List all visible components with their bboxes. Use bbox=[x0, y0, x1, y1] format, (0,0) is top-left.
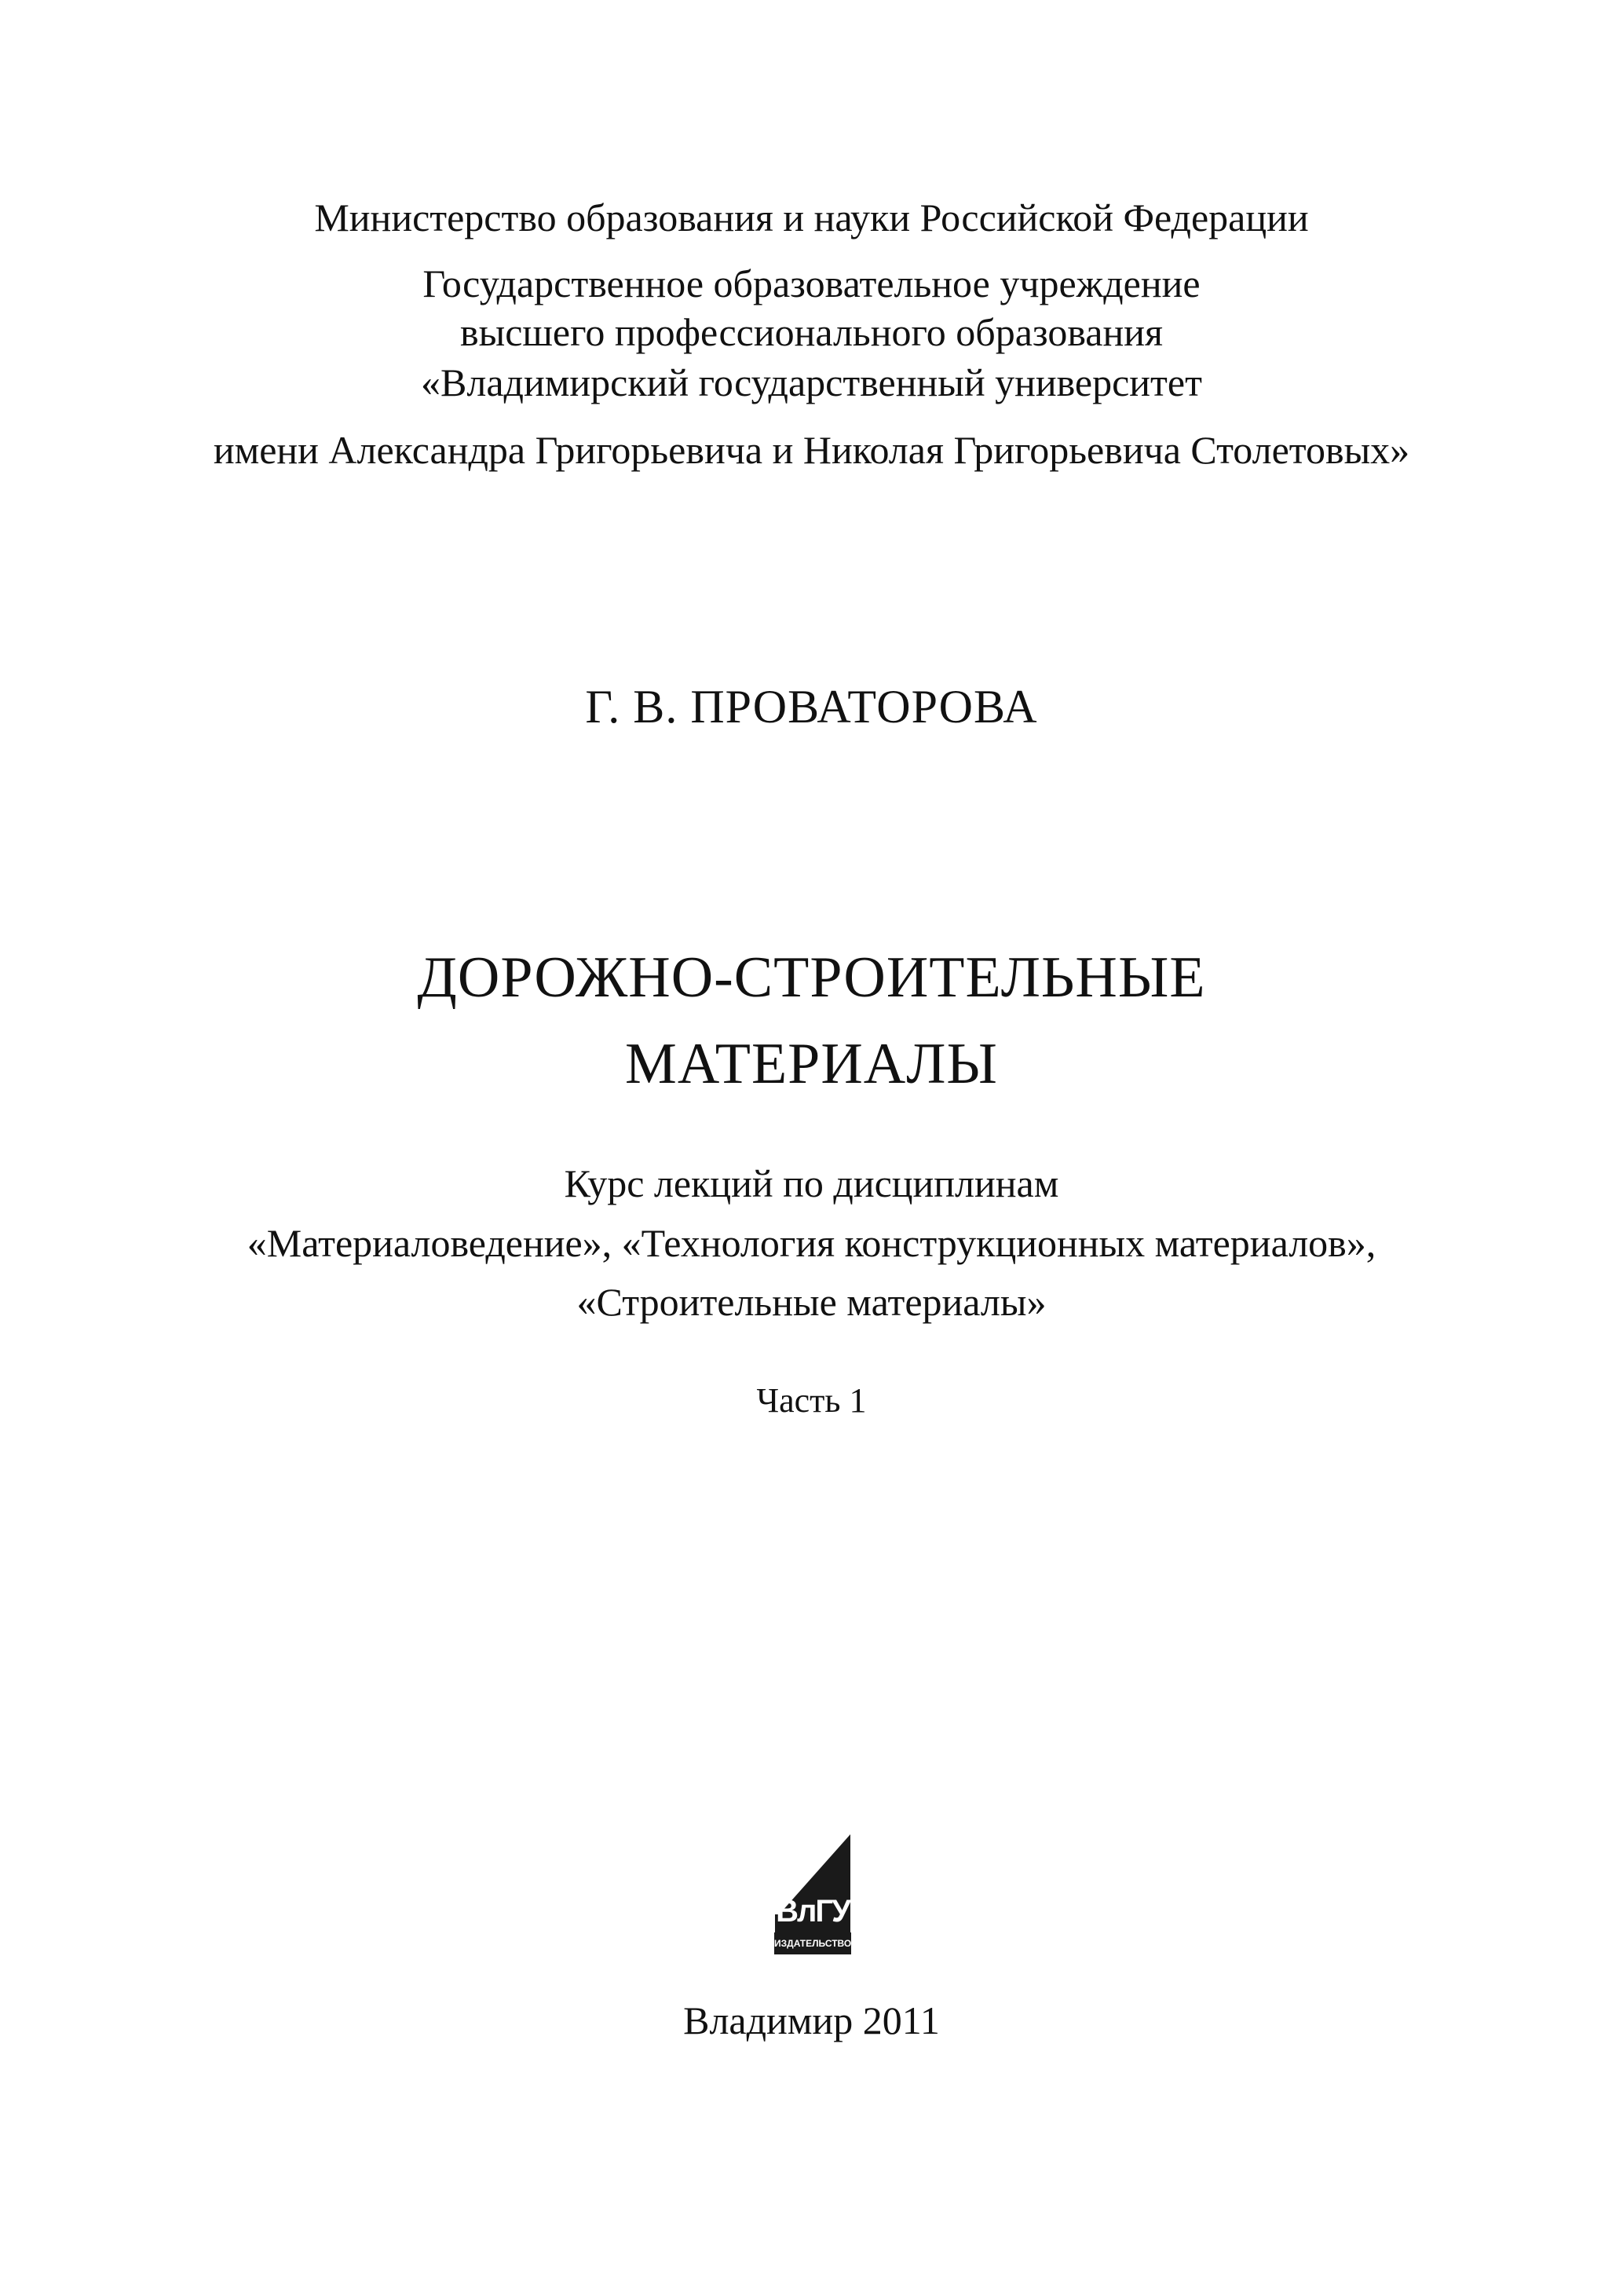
institution-line-3: высшего профессионального образования bbox=[460, 310, 1163, 354]
publisher-logo-mark: ВлГУ bbox=[776, 1894, 850, 1929]
part-number: Часть 1 bbox=[756, 1381, 867, 1420]
book-title-line-2: МАТЕРИАЛЫ bbox=[625, 1032, 998, 1096]
book-title-line-1: ДОРОЖНО-СТРОИТЕЛЬНЫЕ bbox=[417, 945, 1206, 1010]
publisher-logo-caption: ИЗДАТЕЛЬСТВО bbox=[774, 1932, 851, 1954]
ministry-line: Министерство образования и науки Российской Федерации bbox=[314, 196, 1309, 239]
institution-line-2: Государственное образовательное учреждение bbox=[422, 261, 1201, 305]
institution-line-5: имени Александра Григорьевича и Николая Григорьевича Столетовых» bbox=[213, 428, 1410, 472]
author-name: Г. В. ПРОВАТОРОВА bbox=[585, 681, 1038, 733]
subtitle-line-2: «Материаловедение», «Технология конструкционных материалов», bbox=[247, 1221, 1376, 1265]
subtitle-line-1: Курс лекций по дисциплинам bbox=[564, 1161, 1059, 1205]
subtitle-line-3: «Строительные материалы» bbox=[576, 1280, 1047, 1324]
institution-line-4: «Владимирский государственный университет bbox=[421, 360, 1202, 404]
city-year: Владимир 2011 bbox=[683, 1998, 940, 2042]
